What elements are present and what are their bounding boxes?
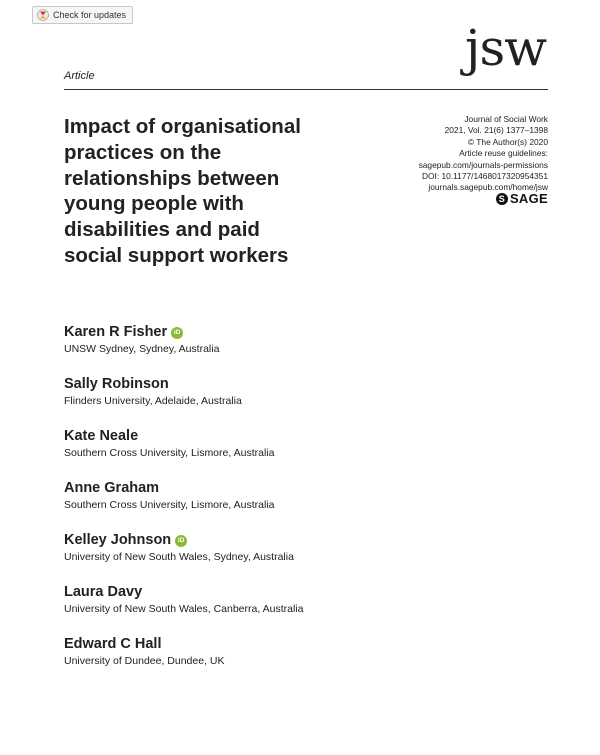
- sage-mark-icon: S: [496, 193, 508, 205]
- reuse-link[interactable]: sagepub.com/journals-permissions: [418, 159, 548, 170]
- article-type-label: Article: [64, 70, 95, 82]
- crossmark-icon: [37, 9, 49, 21]
- author-item: [64, 583, 444, 635]
- author-name: Sally Robinson: [64, 376, 169, 392]
- author-name: Kate Neale: [64, 428, 139, 444]
- check-for-updates-button[interactable]: [32, 6, 133, 24]
- author-affiliation: University of New South Wales, Sydney, Australia: [64, 551, 294, 563]
- author-affiliation: Southern Cross University, Lismore, Australia: [64, 447, 275, 459]
- author-affiliation: University of Dundee, Dundee, UK: [64, 655, 225, 667]
- reuse-label: Article reuse guidelines:: [459, 148, 548, 159]
- title-line: social support workers: [64, 243, 289, 267]
- author-name: Laura Davy: [64, 584, 143, 600]
- author-name: Karen R Fisher: [64, 324, 168, 340]
- author-affiliation: Flinders University, Adelaide, Australia: [64, 395, 242, 407]
- title-line: Impact of organisational: [64, 115, 301, 138]
- journal-name: Journal of Social Work: [464, 114, 548, 124]
- author-item: [64, 479, 444, 531]
- author-item: [64, 635, 444, 687]
- header-divider: [64, 89, 548, 90]
- author-affiliation: University of New South Wales, Canberra, Australia: [64, 603, 304, 615]
- author-item: [64, 375, 444, 427]
- journal-volume: 2021, Vol. 21(6) 1377–1398: [444, 125, 548, 136]
- journal-info: [378, 114, 548, 194]
- sage-logo: [496, 191, 548, 206]
- orcid-icon[interactable]: iD: [175, 535, 187, 547]
- author-affiliation: Southern Cross University, Lismore, Australia: [64, 499, 275, 511]
- title-line: practices on the: [64, 140, 222, 164]
- author-item: [64, 427, 444, 479]
- title-line: disabilities and paid: [64, 218, 260, 242]
- title-line: relationships between: [64, 166, 280, 190]
- copyright: © The Author(s) 2020: [467, 136, 548, 147]
- journal-logo: jsw: [465, 19, 546, 77]
- journal-url[interactable]: journals.sagepub.com/home/jsw: [428, 182, 548, 193]
- doi[interactable]: DOI: 10.1177/1468017320954351: [421, 171, 548, 182]
- author-name: Edward C Hall: [64, 636, 162, 652]
- publisher-name: SAGE: [509, 191, 548, 206]
- orcid-icon[interactable]: iD: [171, 327, 183, 339]
- author-name: Anne Graham: [64, 480, 160, 496]
- title-line: young people with: [64, 192, 244, 216]
- author-item: [64, 531, 444, 583]
- article-title: [64, 114, 364, 269]
- author-list: [64, 323, 444, 687]
- author-name: Kelley Johnson: [64, 532, 172, 548]
- check-for-updates-label: Check for updates: [53, 10, 127, 20]
- author-affiliation: UNSW Sydney, Sydney, Australia: [64, 343, 220, 355]
- author-item: [64, 323, 444, 375]
